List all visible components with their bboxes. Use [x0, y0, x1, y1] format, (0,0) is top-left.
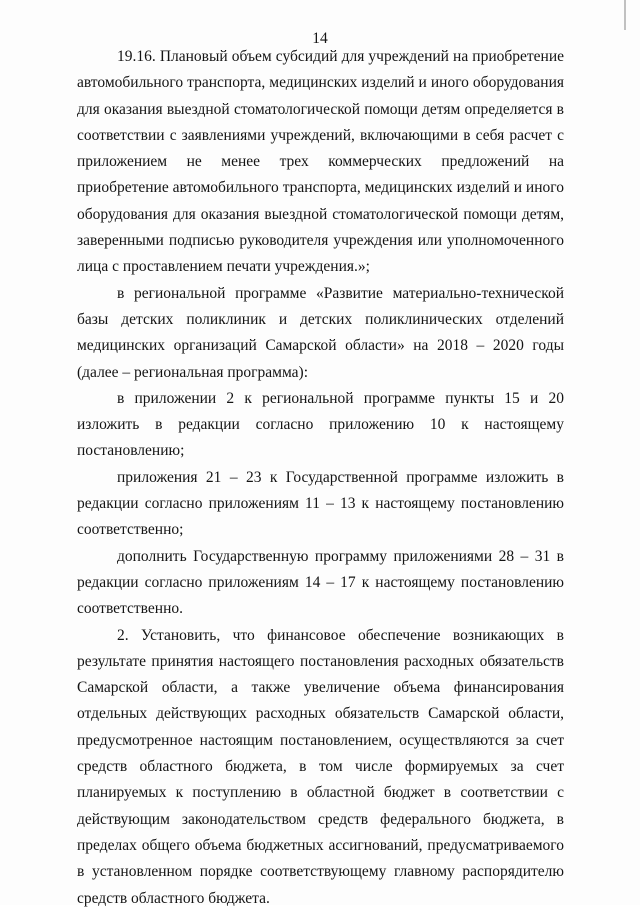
paragraph-appendices-21-23: приложения 21 – 23 к Государственной программе изложить в редакции согласно приложениям 11 – 13 к настоящему постановлению соответственно;	[77, 468, 564, 539]
paragraph-appendix-2: в приложении 2 к региональной программе пункты 15 и 20 изложить в редакции согласно приложению 10 к настоящему постановлению;	[77, 389, 564, 460]
paragraph-19-16: 19.16. Плановый объем субсидий для учреждений на приобретение автомобильного транспорта, медицинских изделий и иного оборудования для оказания выездной стоматологической помощи детям определяется в соответствии с заявлениями учреждений, включающими в себя расчет с приложением не менее трех коммерческих предложений на приобретение автомобильного транспорта, медицинских изделий и иного оборудования для оказания выездной стоматологической помощи детям, заверенными подписью руководителя учреждения или уполномоченного лица с проставлением печати учреждения.»;	[77, 48, 564, 276]
paragraph-appendices-28-31: дополнить Государственную программу приложениями 28 – 31 в редакции согласно приложениям 14 – 17 к настоящему постановлению соответственно.	[77, 547, 564, 618]
page-number: 14	[312, 30, 328, 47]
document-body	[77, 44, 564, 912]
paragraph-regional-program: в региональной программе «Развитие материально-технической базы детских поликлиник и детских поликлинических отделений медицинских организаций Самарской области» на 2018 – 2020 годы (далее – региональная программа):	[77, 284, 564, 381]
scan-edge-mark	[624, 0, 626, 30]
paragraph-section-2: 2. Установить, что финансовое обеспечение возникающих в результате принятия настоящего постановления расходных обязательств Самарской области, а также увеличение объема финансирования отдельных действующих расходных обязательств Самарской области, предусмотренное настоящим постановлением, осуществляются за счет средств областного бюджета, в том числе формируемых за счет планируемых к поступлению в областной бюджет в соответствии с действующим законодательством средств федерального бюджета, в пределах общего объема бюджетных ассигнований, предусматриваемого в установленном порядке соответствующему главному распорядителю средств областного бюджета.	[77, 626, 564, 907]
